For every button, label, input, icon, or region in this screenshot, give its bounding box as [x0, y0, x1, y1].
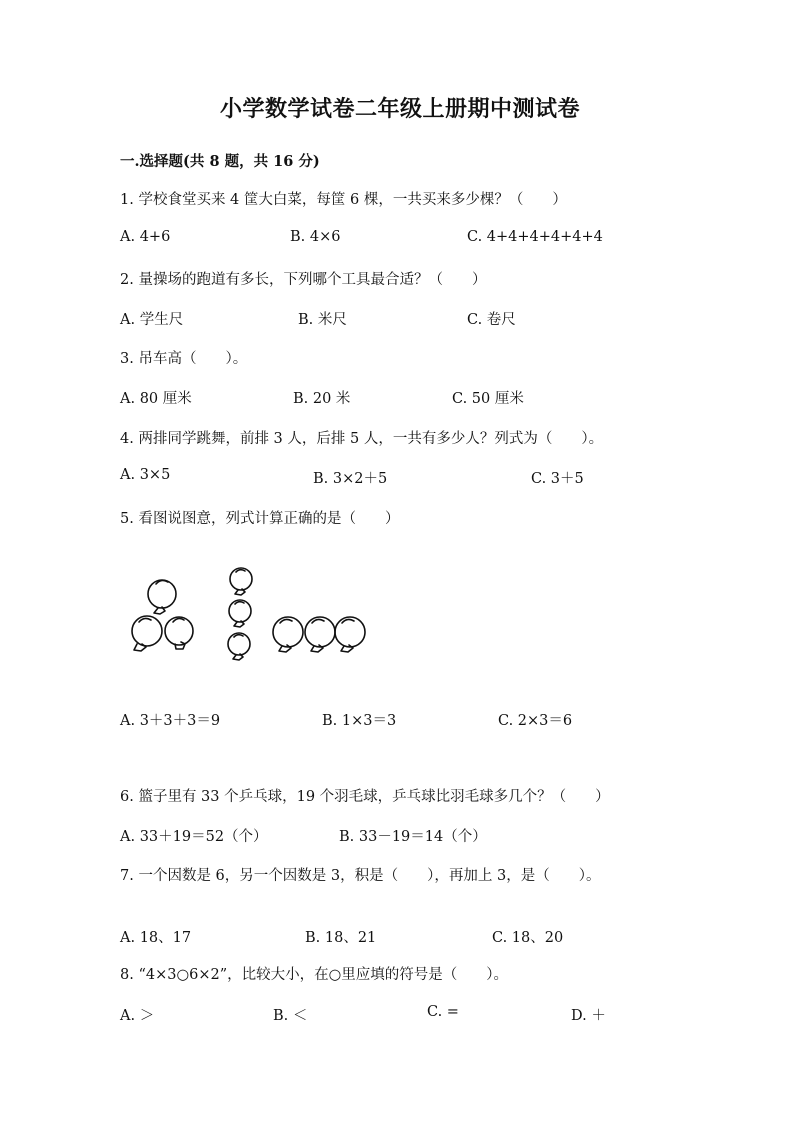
question-8-option-a: A. ＞ — [120, 1008, 155, 1024]
balloon-shine — [342, 619, 354, 623]
exam-title: 小学数学试卷二年级上册期中测试卷 — [219, 96, 580, 122]
balloon-shine — [312, 619, 324, 623]
balloon — [228, 633, 250, 655]
balloon-group-1 — [132, 580, 193, 651]
question-6-text: 6. 篮子里有 33 个乒乓球，19 个羽毛球，乒乓球比羽毛球多几个？（ ） — [120, 789, 610, 805]
balloon — [148, 580, 176, 608]
balloons-figure — [124, 566, 374, 666]
balloon — [165, 617, 193, 645]
balloon-group-3 — [273, 617, 365, 652]
question-5-option-a: A. 3＋3＋3＝9 — [120, 713, 221, 729]
balloon-shine — [173, 618, 184, 622]
balloon — [229, 600, 251, 622]
question-8-text: 8. “4×3○6×2”，比较大小，在○里应填的符号是（ ）。 — [120, 967, 509, 983]
question-3-text: 3. 吊车高（ ）。 — [120, 351, 248, 367]
question-4-option-b: B. 3×2＋5 — [313, 471, 388, 487]
question-7-option-c: C. 18、20 — [492, 930, 564, 946]
balloon-shine — [234, 635, 243, 637]
question-5-text: 5. 看图说图意，列式计算正确的是（ ） — [120, 511, 400, 527]
balloon-shine — [139, 618, 151, 622]
question-2-option-a: A. 学生尺 — [120, 312, 184, 328]
balloon — [230, 568, 252, 590]
question-1-option-b: B. 4×6 — [290, 229, 341, 245]
question-6-option-b: B. 33－19＝14（个） — [339, 829, 487, 845]
question-3-option-c: C. 50 厘米 — [452, 391, 524, 407]
balloon — [273, 617, 303, 647]
question-6-option-a: A. 33＋19＝52（个） — [120, 829, 268, 845]
question-7-text: 7. 一个因数是 6，另一个因数是 3，积是（ ），再加上 3，是（ ）。 — [120, 868, 601, 884]
question-1-option-c: C. 4+4+4+4+4+4 — [467, 229, 603, 245]
question-2-option-b: B. 米尺 — [298, 312, 347, 328]
question-7-option-b: B. 18、21 — [305, 930, 377, 946]
question-7-option-a: A. 18、17 — [120, 930, 192, 946]
question-8-option-b: B. ＜ — [273, 1008, 308, 1024]
question-2-text: 2. 量操场的跑道有多长，下列哪个工具最合适？（ ） — [120, 272, 487, 288]
question-2-option-c: C. 卷尺 — [467, 312, 516, 328]
balloon-shine — [236, 570, 245, 572]
balloon-shine — [280, 619, 292, 623]
question-1-option-a: A. 4+6 — [120, 229, 171, 245]
section-heading: 一.选择题(共 8 题，共 16 分) — [120, 153, 320, 170]
question-4-option-c: C. 3＋5 — [531, 471, 584, 487]
balloon — [305, 617, 335, 647]
question-3-option-a: A. 80 厘米 — [120, 391, 192, 407]
question-5-option-c: C. 2×3＝6 — [498, 713, 573, 729]
question-1-text: 1. 学校食堂买来 4 筐大白菜，每筐 6 棵，一共买来多少棵？（ ） — [120, 192, 567, 208]
question-3-option-b: B. 20 米 — [293, 391, 351, 407]
balloon — [132, 616, 162, 646]
question-8-option-c: C. = — [427, 1004, 459, 1020]
question-4-text: 4. 两排同学跳舞，前排 3 人，后排 5 人，一共有多少人？列式为（ ）。 — [120, 431, 604, 447]
balloon-group-2 — [228, 568, 252, 660]
question-8-option-d: D. ＋ — [571, 1008, 606, 1024]
balloon — [335, 617, 365, 647]
balloon-shine — [235, 602, 244, 604]
question-4-option-a: A. 3×5 — [120, 467, 171, 483]
question-5-option-b: B. 1×3＝3 — [322, 713, 397, 729]
